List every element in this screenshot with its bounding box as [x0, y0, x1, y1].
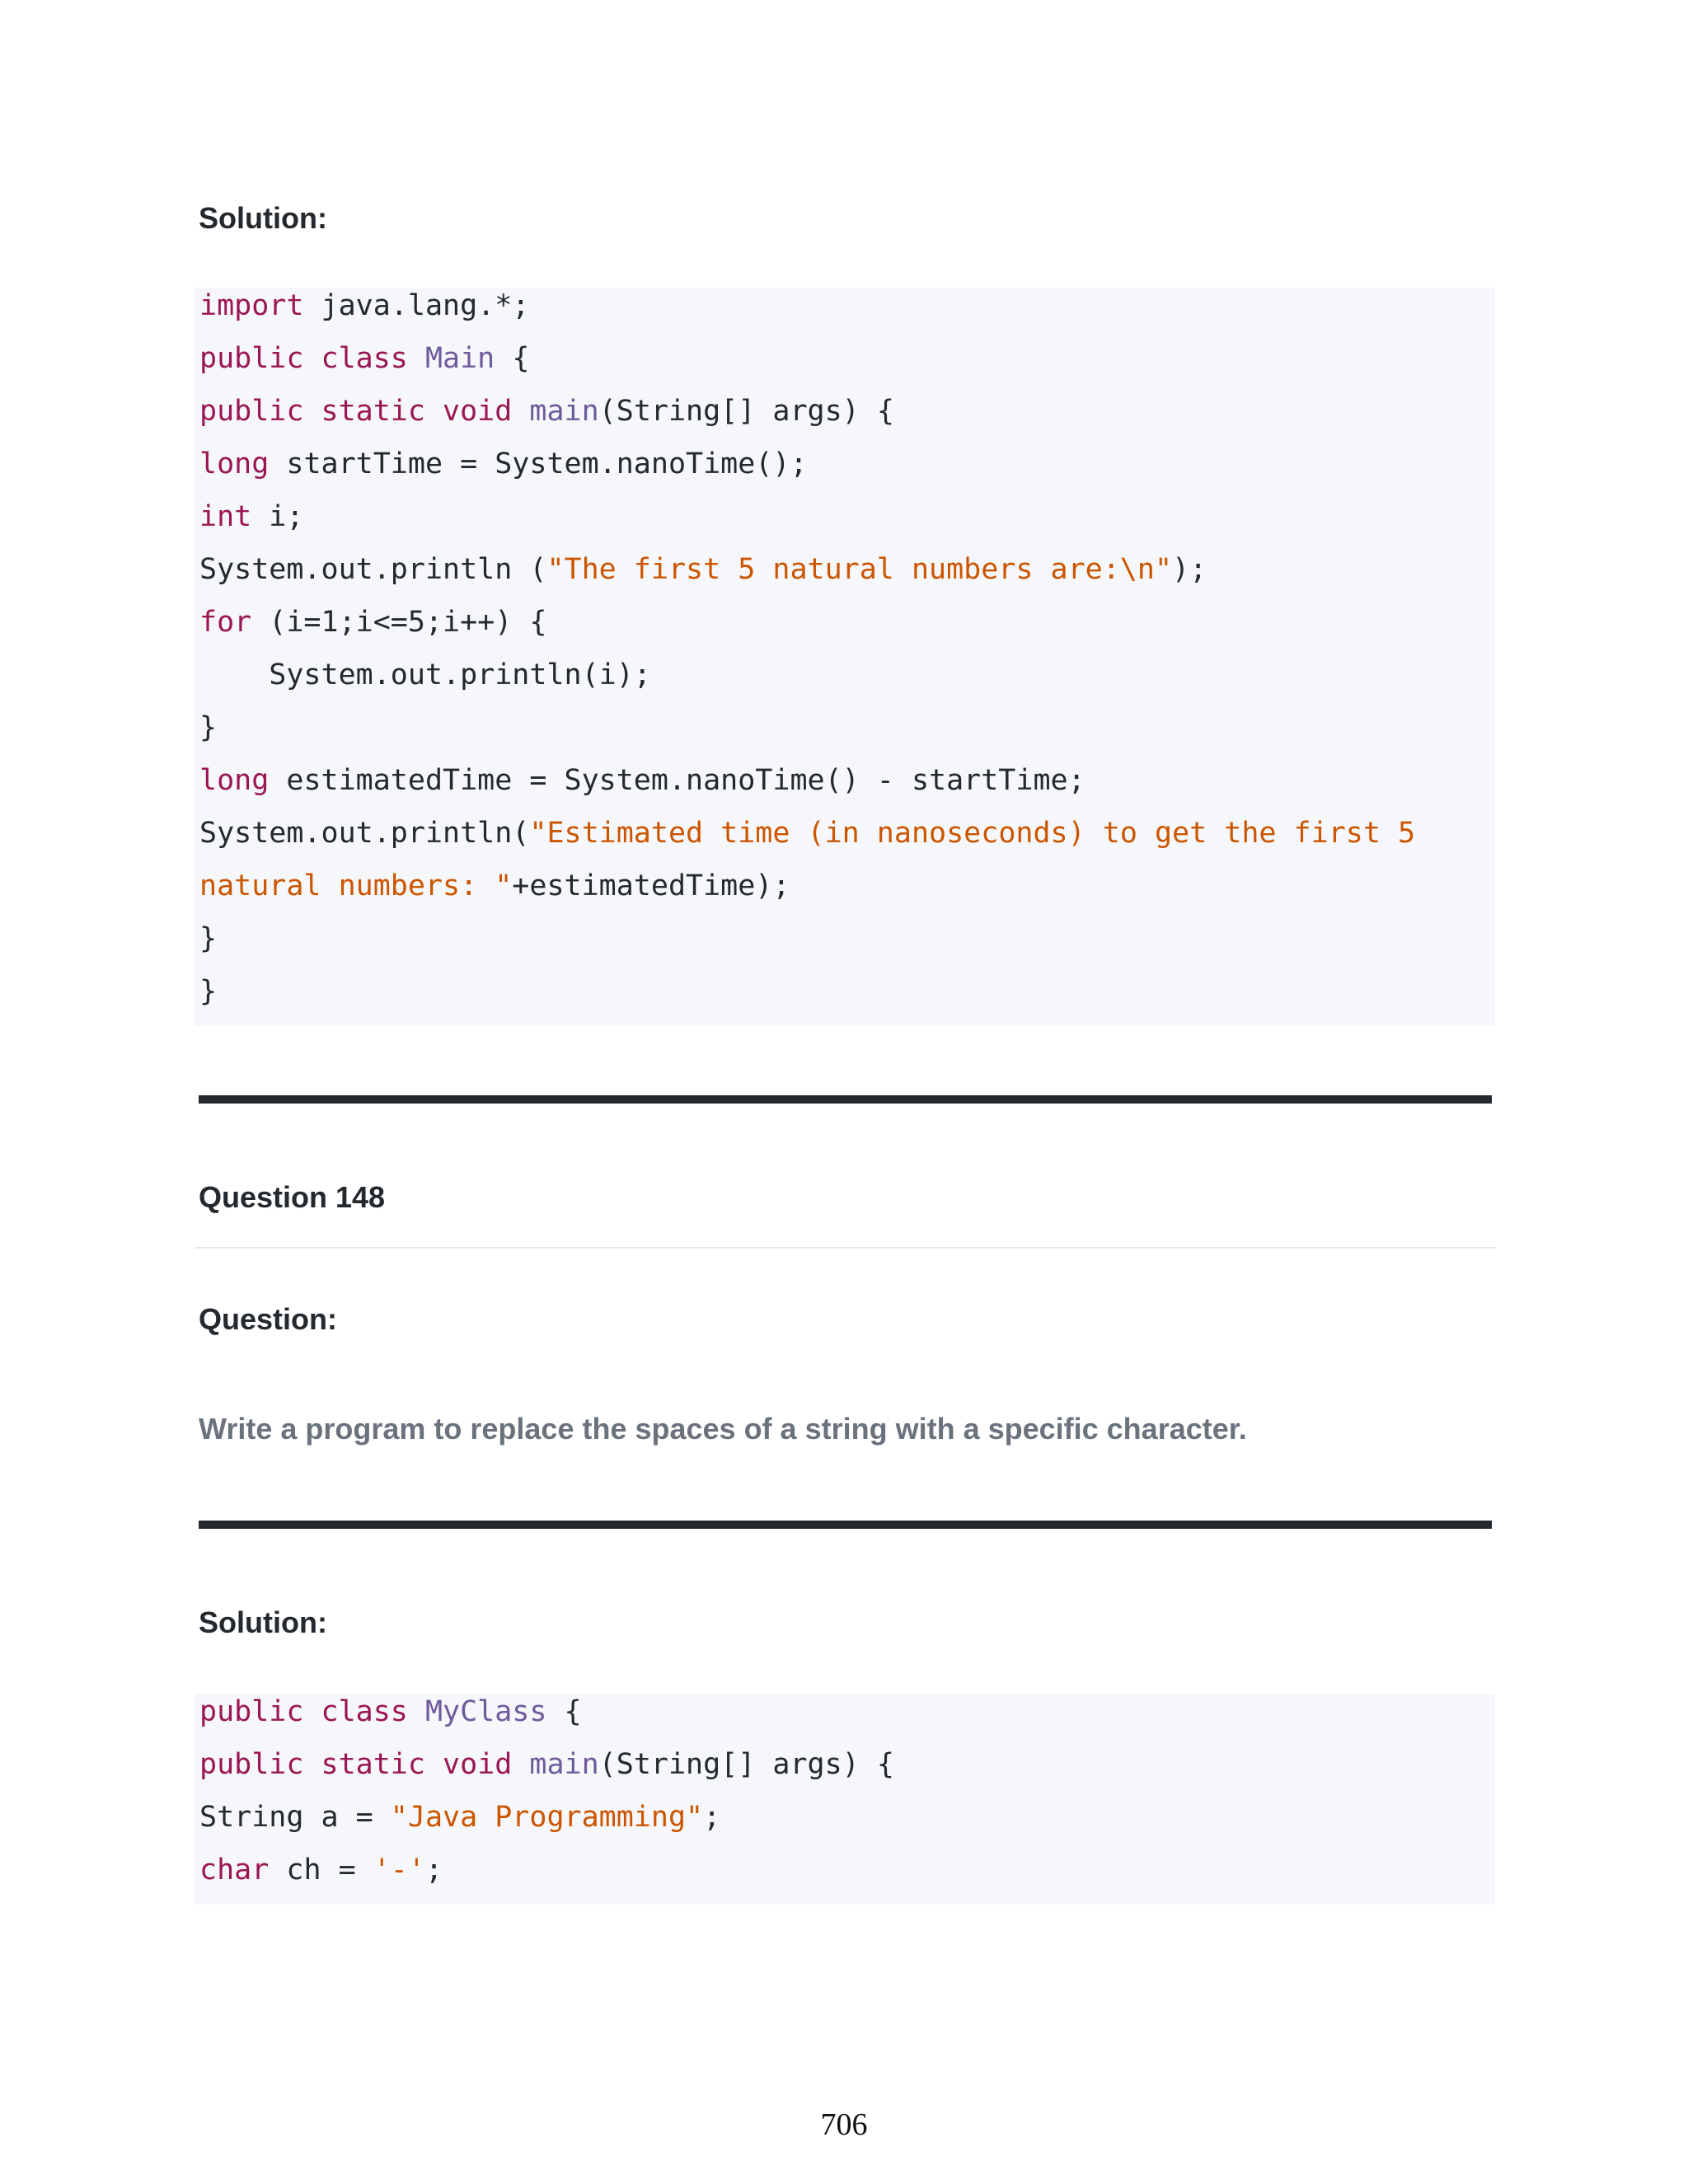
code-text: [408, 1695, 425, 1728]
code-line: [199, 499, 303, 535]
code-keyword: public class: [199, 1695, 408, 1728]
code-line: [199, 921, 217, 957]
code-text: +estimatedTime);: [512, 869, 790, 902]
section-divider: [199, 1521, 1492, 1529]
code-text: }: [199, 711, 218, 744]
code-keyword: public static void: [199, 395, 513, 428]
code-text: ch =: [269, 1854, 373, 1886]
code-text: i;: [251, 500, 304, 533]
code-line: [199, 1694, 582, 1730]
code-line: [199, 340, 529, 377]
code-line: [199, 657, 651, 693]
heading-underline: [195, 1247, 1495, 1249]
code-string: "Java Programming": [390, 1801, 704, 1834]
code-string: natural numbers: ": [199, 869, 513, 902]
code-keyword: for: [199, 606, 252, 639]
code-text: System.out.println(i);: [199, 658, 651, 691]
code-text: String a =: [199, 1801, 391, 1834]
code-line: [199, 1746, 894, 1783]
code-line: [199, 551, 1207, 588]
code-class-name: Main: [424, 342, 495, 375]
code-block: [195, 288, 1495, 1026]
section-divider: [199, 1095, 1492, 1104]
code-text: );: [1172, 553, 1207, 586]
code-keyword: long: [199, 448, 270, 480]
code-text: ;: [424, 1854, 443, 1886]
solution-heading: Solution:: [199, 1605, 327, 1639]
page-number: 706: [820, 2107, 868, 2142]
code-line: [199, 815, 1415, 851]
code-text: [408, 342, 425, 375]
question-label: Question:: [199, 1302, 337, 1336]
code-string: "Estimated time (in nanoseconds) to get the first 5: [529, 817, 1416, 850]
code-string: '-': [373, 1854, 425, 1886]
code-text: (i=1;i<=5;i++) {: [251, 606, 547, 639]
code-class-name: MyClass: [424, 1695, 547, 1728]
code-text: }: [199, 922, 218, 955]
code-text: {: [546, 1695, 582, 1728]
code-line: [199, 762, 1085, 799]
code-text: [512, 1748, 529, 1781]
solution-heading: Solution:: [199, 201, 327, 235]
code-line: [199, 973, 217, 1010]
code-line: [199, 1799, 720, 1835]
code-text: (String[] args) {: [598, 1748, 894, 1781]
code-line: [199, 1852, 443, 1888]
question-number-heading: Question 148: [199, 1180, 386, 1214]
code-line: [199, 868, 790, 904]
code-text: (String[] args) {: [598, 395, 894, 428]
code-line: [199, 393, 894, 429]
code-keyword: long: [199, 764, 270, 797]
code-keyword: char: [199, 1854, 270, 1886]
code-function-name: main: [529, 395, 599, 428]
code-block: [195, 1694, 1495, 1905]
code-text: [512, 395, 529, 428]
code-text: {: [495, 342, 530, 375]
code-string: "The first 5 natural numbers are:\n": [546, 553, 1173, 586]
code-text: System.out.println(: [199, 817, 530, 850]
question-text: Write a program to replace the spaces of a string with a specific character.: [199, 1412, 1247, 1446]
code-keyword: public class: [199, 342, 408, 375]
code-line: [199, 446, 808, 482]
code-text: java.lang.*;: [303, 289, 530, 322]
code-line: [199, 710, 217, 746]
code-keyword: public static void: [199, 1748, 513, 1781]
code-line: [199, 604, 546, 640]
code-keyword: import: [199, 289, 304, 322]
code-line: [199, 288, 529, 324]
code-text: System.out.println (: [199, 553, 547, 586]
code-text: estimatedTime = System.nanoTime() - startTime;: [269, 764, 1085, 797]
code-keyword: int: [199, 500, 252, 533]
code-text: startTime = System.nanoTime();: [269, 448, 808, 480]
code-text: ;: [703, 1801, 721, 1834]
code-function-name: main: [529, 1748, 599, 1781]
code-text: }: [199, 975, 218, 1008]
